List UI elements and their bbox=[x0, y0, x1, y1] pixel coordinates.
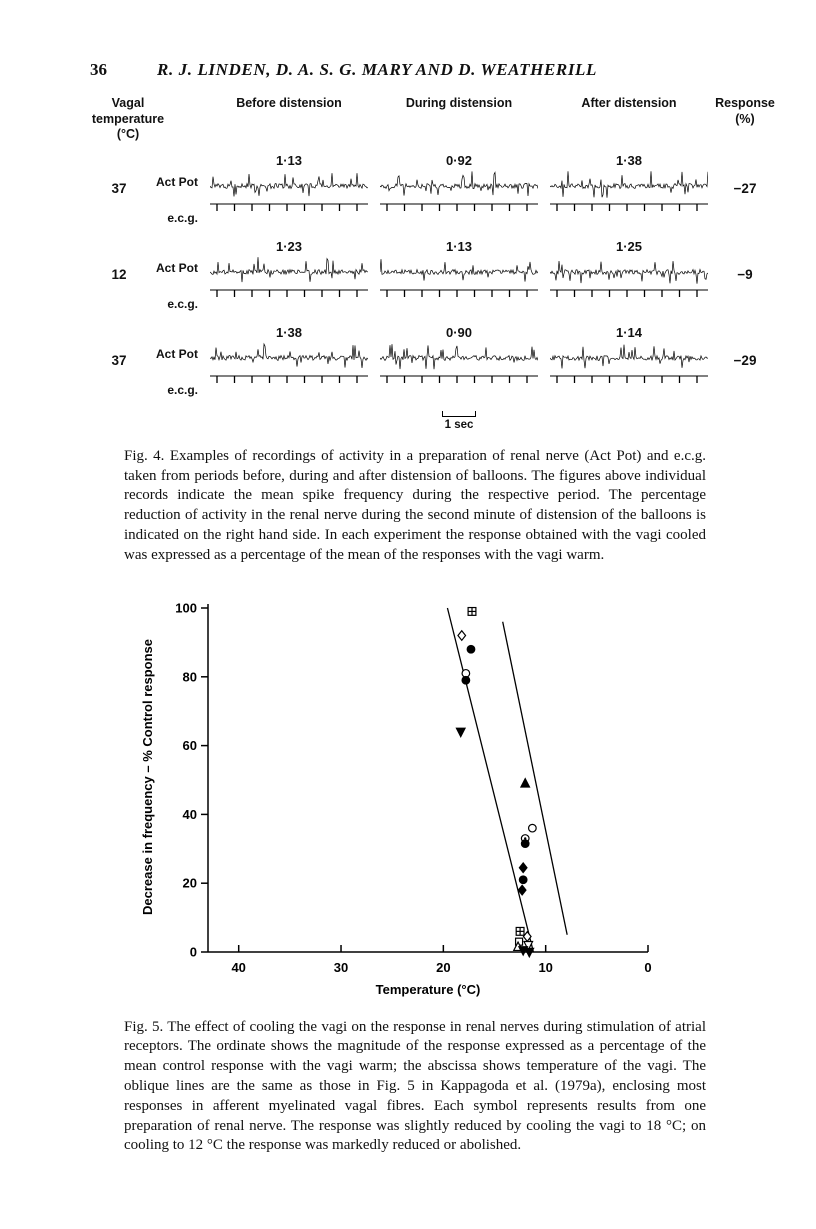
figure4-caption: Fig. 4. Examples of recordings of activity in a preparation of renal nerve (Act Pot) and e.c.g. taken from periods before, during and after distension of balloons. The figures above individual records indicate the mean spike frequency during the respective period. The percentage reduction of activity in the renal nerve during the second minute of distension of the balloons is indicated on the right hand side. In each experiment the response obtained with the vagi cooled was expressed as a percentage of the mean of the responses with the vagi warm. bbox=[124, 447, 706, 563]
figure4-header-row bbox=[88, 96, 816, 143]
vagal-temp-value: 37 bbox=[111, 181, 127, 197]
scale-bar-bracket bbox=[442, 411, 476, 417]
ecg-trace bbox=[210, 199, 368, 215]
spike-frequency-value: 1·13 bbox=[275, 152, 303, 168]
ecg-trace bbox=[210, 285, 368, 301]
actpot-trace bbox=[550, 169, 708, 199]
ecg-trace bbox=[210, 371, 368, 387]
vagal-temp-value: 37 bbox=[111, 353, 127, 369]
spike-frequency-value: 0·90 bbox=[445, 324, 473, 340]
ecg-trace bbox=[550, 199, 708, 215]
actpot-label: Act Pot bbox=[156, 174, 198, 189]
ecg-label: e.c.g. bbox=[167, 210, 198, 225]
actpot-trace bbox=[380, 255, 538, 285]
svg-text:10: 10 bbox=[538, 959, 553, 975]
svg-text:80: 80 bbox=[182, 668, 197, 684]
trace-cell bbox=[374, 239, 544, 311]
spike-frequency-value: 1·23 bbox=[275, 238, 303, 254]
spike-frequency-value: 1·38 bbox=[615, 152, 643, 168]
actpot-label: Act Pot bbox=[156, 346, 198, 361]
spike-frequency-value: 1·14 bbox=[615, 324, 643, 340]
trace-cell bbox=[374, 153, 544, 225]
trace-labels bbox=[150, 239, 204, 311]
figure4-recordings bbox=[88, 96, 816, 431]
ecg-label: e.c.g. bbox=[167, 296, 198, 311]
actpot-label: Act Pot bbox=[156, 260, 198, 275]
svg-text:30: 30 bbox=[333, 959, 349, 975]
svg-text:20: 20 bbox=[182, 875, 197, 891]
spike-frequency-value: 0·92 bbox=[445, 152, 473, 168]
actpot-trace bbox=[380, 169, 538, 199]
svg-text:40: 40 bbox=[231, 959, 246, 975]
figure5-caption: Fig. 5. The effect of cooling the vagi on the response in renal nerves during stimulation of atrial receptors. The ordinate shows the magnitude of the response expressed as a percentage of the mean control response with the vagi warm; the abscissa shows temperature of the vagi. The oblique lines are the same as those in Fig. 5 in Kappagoda et al. (1979a), enclosing most responses in afferent myelinated vagal fibres. Each symbol represents results from one preparation of renal nerve. The response was slightly reduced by cooling the vagi to 18 °C; on cooling to 12 °C the response was markedly reduced or abolished. bbox=[124, 1018, 706, 1154]
ecg-trace bbox=[380, 285, 538, 301]
actpot-trace bbox=[210, 255, 368, 285]
running-head-title: R. J. LINDEN, D. A. S. G. MARY AND D. WEATHERILL bbox=[157, 60, 598, 79]
scale-bar-label: 1 sec bbox=[444, 418, 474, 431]
recording-row-37-warm bbox=[88, 153, 816, 225]
ecg-label: e.c.g. bbox=[167, 382, 198, 397]
ecg-trace bbox=[550, 371, 708, 387]
trace-cell bbox=[544, 325, 714, 397]
trace-cell bbox=[204, 239, 374, 311]
ecg-trace bbox=[550, 285, 708, 301]
ecg-trace bbox=[380, 371, 538, 387]
svg-text:0: 0 bbox=[644, 959, 652, 975]
svg-text:60: 60 bbox=[182, 737, 197, 753]
recording-row-12-cooled bbox=[88, 239, 816, 311]
actpot-trace bbox=[210, 341, 368, 371]
response-header: Response (%) bbox=[715, 96, 775, 126]
response-percentage: −29 bbox=[733, 353, 757, 369]
trace-cell bbox=[544, 153, 714, 225]
trace-labels bbox=[150, 153, 204, 225]
recording-row-37-rewarmed bbox=[88, 325, 816, 397]
trace-cell bbox=[204, 325, 374, 397]
svg-text:Decrease in frequency – % Cont: Decrease in frequency – % Control response bbox=[140, 638, 155, 915]
trace-cell bbox=[544, 239, 714, 311]
vagal-temp-value: 12 bbox=[111, 267, 127, 283]
svg-text:0: 0 bbox=[189, 944, 197, 960]
actpot-trace bbox=[550, 341, 708, 371]
spike-frequency-value: 1·38 bbox=[275, 324, 303, 340]
trace-cell bbox=[204, 153, 374, 225]
spike-frequency-value: 1·13 bbox=[445, 238, 473, 254]
time-scale-bar bbox=[439, 411, 479, 431]
svg-text:40: 40 bbox=[182, 806, 197, 822]
figure5-scatter-plot bbox=[130, 584, 816, 1002]
spike-frequency-value: 1·25 bbox=[615, 238, 643, 254]
actpot-trace bbox=[380, 341, 538, 371]
scatter-chart bbox=[130, 584, 675, 1002]
svg-text:20: 20 bbox=[436, 959, 451, 975]
svg-text:100: 100 bbox=[175, 600, 197, 616]
col-header-before: Before distension bbox=[236, 96, 342, 110]
response-percentage: −27 bbox=[733, 181, 757, 197]
col-header-after: After distension bbox=[581, 96, 677, 110]
response-percentage: −9 bbox=[737, 267, 753, 283]
svg-text:Temperature (°C): Temperature (°C) bbox=[375, 981, 481, 997]
col-header-during: During distension bbox=[405, 96, 513, 110]
trace-labels bbox=[150, 325, 204, 397]
header-spacer bbox=[168, 96, 204, 143]
actpot-trace bbox=[210, 169, 368, 199]
vagal-temperature-header: Vagal temperature (°C) bbox=[91, 96, 165, 142]
actpot-trace bbox=[550, 255, 708, 285]
page-number: 36 bbox=[90, 60, 107, 79]
running-head bbox=[0, 0, 816, 80]
ecg-trace bbox=[380, 199, 538, 215]
trace-cell bbox=[374, 325, 544, 397]
